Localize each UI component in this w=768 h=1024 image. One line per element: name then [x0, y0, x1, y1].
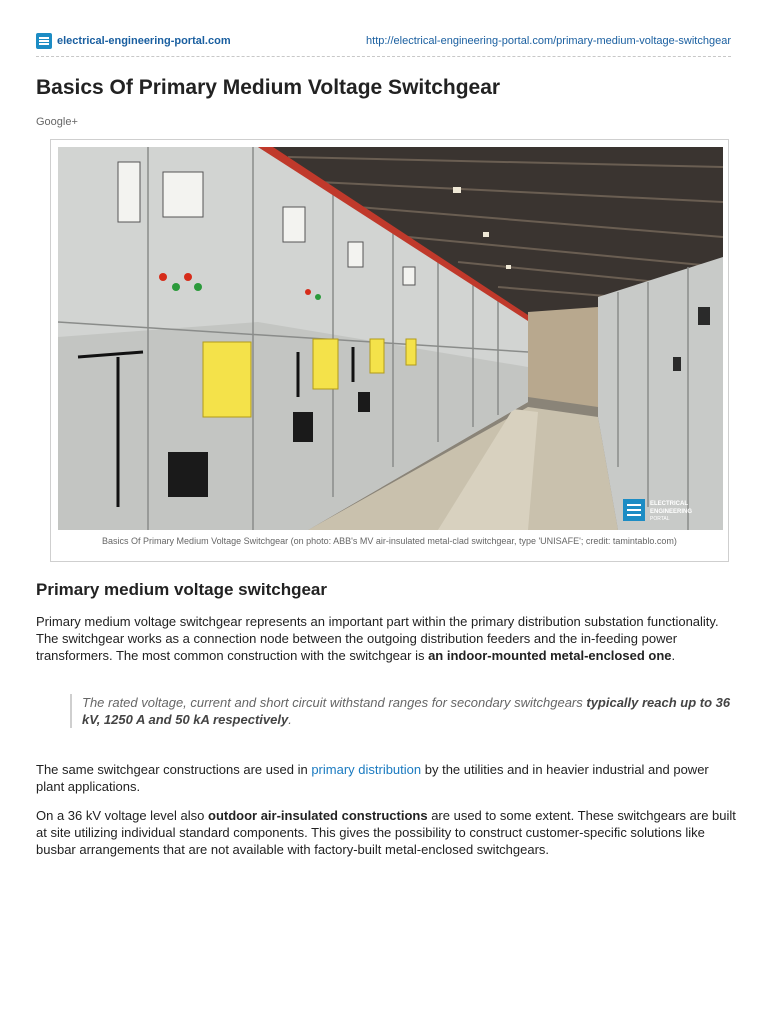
watermark-line-2: ENGINEERING	[650, 509, 693, 515]
page-title: Basics Of Primary Medium Voltage Switchgear	[36, 76, 501, 99]
page-header	[36, 32, 731, 57]
paragraph-2: The same switchgear constructions are used in primary distribution by the utilities and in heavier industrial and power plant applications.	[36, 762, 709, 794]
primary-distribution-link[interactable]: primary distribution	[311, 762, 422, 777]
site-logo-icon	[36, 33, 52, 49]
paragraph-3: On a 36 kV voltage level also outdoor air-insulated constructions are used to some extent. These switchgears are built at site utilizing individual standard components. This gives the possibility to construct customer-specific solutions like busbar arrangements that are not available with factory-built metal-enclosed switchgears.	[36, 808, 736, 857]
page-url-link[interactable]: http://electrical-engineering-portal.com/primary-medium-voltage-switchgear	[366, 35, 731, 47]
site-link[interactable]	[36, 33, 231, 49]
article-figure	[50, 139, 729, 562]
watermark-line-1: ELECTRICAL	[650, 501, 688, 507]
switchgear-photo-illustration	[58, 147, 723, 530]
figure-caption: Basics Of Primary Medium Voltage Switchgear (on photo: ABB's MV air-insulated metal-clad switchgear, type 'UNISAFE'; credit: tamintablo.com)	[102, 536, 677, 546]
paragraph-1: Primary medium voltage switchgear represents an important part within the primary distribution substation functionality. The switchgear works as a connection node between the outgoing distribution feeders and the in-feeding power transformers. The most common construction with the switchgear is an indoor-mounted metal-enclosed one.	[36, 614, 719, 663]
google-plus-link[interactable]: Google+	[36, 116, 78, 128]
section-heading: Primary medium voltage switchgear	[36, 580, 327, 599]
site-name: electrical-engineering-portal.com	[57, 35, 231, 47]
blockquote: The rated voltage, current and short circuit withstand ranges for secondary switchgears typically reach up to 36 kV, 1250 A and 50 kA respectively.	[70, 694, 732, 728]
switchgear-photo	[58, 147, 723, 530]
watermark-line-3: PORTAL	[650, 516, 670, 522]
